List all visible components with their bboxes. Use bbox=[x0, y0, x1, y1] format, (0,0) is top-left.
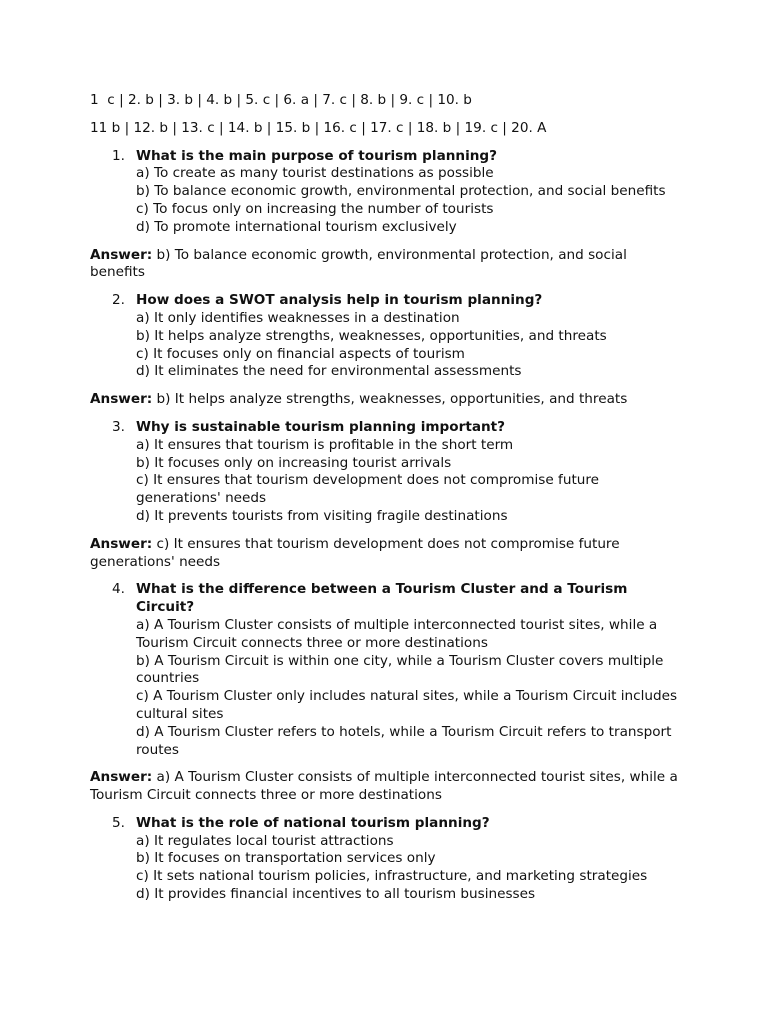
option-a: a) To create as many tourist destinations as possible bbox=[136, 165, 494, 182]
answer-key-line-1: 1 c | 2. b | 3. b | 4. b | 5. c | 6. a | 7. c | 8. b | 9. c | 10. b bbox=[90, 92, 472, 108]
answer-key-line-2: 11 b | 12. b | 13. c | 14. b | 15. b | 16. c | 17. c | 18. b | 19. c | 20. A bbox=[90, 119, 547, 136]
answer-text: b) To balance economic growth, environmental protection, and social benefits bbox=[90, 246, 627, 281]
option-d: d) It prevents tourists from visiting fragile destinations bbox=[136, 507, 508, 524]
option-d: d) It provides financial incentives to all tourism businesses bbox=[136, 886, 536, 903]
question-number: 2. bbox=[112, 292, 125, 309]
option-c: c) It focuses only on financial aspects of tourism bbox=[136, 345, 465, 362]
question-text: Why is sustainable tourism planning important? bbox=[136, 418, 506, 435]
answer-label: Answer: bbox=[90, 769, 153, 786]
option-b: b) It focuses only on increasing tourist arrivals bbox=[136, 454, 452, 471]
question-5 bbox=[90, 815, 682, 904]
question-2 bbox=[90, 292, 682, 381]
question-4 bbox=[90, 581, 682, 759]
option-c: c) It sets national tourism policies, infrastructure, and marketing strategies bbox=[136, 868, 648, 885]
answer-4 bbox=[90, 769, 682, 805]
answer-text: a) A Tourism Cluster consists of multiple interconnected tourist sites, while a Tourism Circuit connects three or more destinations bbox=[90, 769, 678, 804]
option-a: a) It only identifies weaknesses in a destination bbox=[136, 309, 460, 326]
answer-label: Answer: bbox=[90, 391, 153, 408]
question-3 bbox=[90, 419, 682, 526]
option-b: b) To balance economic growth, environmental protection, and social benefits bbox=[136, 183, 666, 200]
document-content bbox=[90, 92, 682, 914]
option-c: c) It ensures that tourism development does not compromise future generations' needs bbox=[136, 472, 600, 507]
answer-label: Answer: bbox=[90, 246, 153, 263]
option-a: a) It regulates local tourist attractions bbox=[136, 832, 394, 849]
option-b: b) A Tourism Circuit is within one city, while a Tourism Cluster covers multiple countries bbox=[136, 652, 664, 687]
question-text: What is the role of national tourism planning? bbox=[136, 814, 490, 831]
question-1 bbox=[90, 148, 682, 237]
option-b: b) It helps analyze strengths, weaknesses, opportunities, and threats bbox=[136, 327, 607, 344]
question-text: What is the difference between a Tourism Cluster and a Tourism Circuit? bbox=[136, 581, 628, 616]
option-c: c) A Tourism Cluster only includes natural sites, while a Tourism Circuit includes cultural sites bbox=[136, 688, 678, 722]
option-d: d) To promote international tourism exclusively bbox=[136, 218, 457, 235]
answer-label: Answer: bbox=[90, 535, 153, 552]
option-a: a) A Tourism Cluster consists of multiple interconnected tourist sites, while a Tourism Circuit connects three or more destinations bbox=[136, 616, 658, 651]
question-text: How does a SWOT analysis help in tourism planning? bbox=[136, 292, 543, 309]
question-number: 1. bbox=[112, 147, 125, 164]
question-number: 4. bbox=[112, 581, 125, 598]
option-c: c) To focus only on increasing the number of tourists bbox=[136, 200, 494, 217]
question-text: What is the main purpose of tourism planning? bbox=[136, 147, 498, 164]
answer-3 bbox=[90, 536, 682, 572]
option-d: d) A Tourism Cluster refers to hotels, while a Tourism Circuit refers to transport routes bbox=[136, 723, 672, 758]
answer-text: b) It helps analyze strengths, weaknesses, opportunities, and threats bbox=[156, 391, 628, 408]
option-a: a) It ensures that tourism is profitable in the short term bbox=[136, 436, 514, 453]
option-d: d) It eliminates the need for environmental assessments bbox=[136, 363, 522, 380]
answer-2 bbox=[90, 391, 682, 409]
option-b: b) It focuses on transportation services only bbox=[136, 850, 436, 867]
answer-1 bbox=[90, 247, 682, 283]
answer-text: c) It ensures that tourism development does not compromise future generations' needs bbox=[90, 535, 620, 570]
question-number: 5. bbox=[112, 814, 125, 831]
question-number: 3. bbox=[112, 418, 125, 435]
